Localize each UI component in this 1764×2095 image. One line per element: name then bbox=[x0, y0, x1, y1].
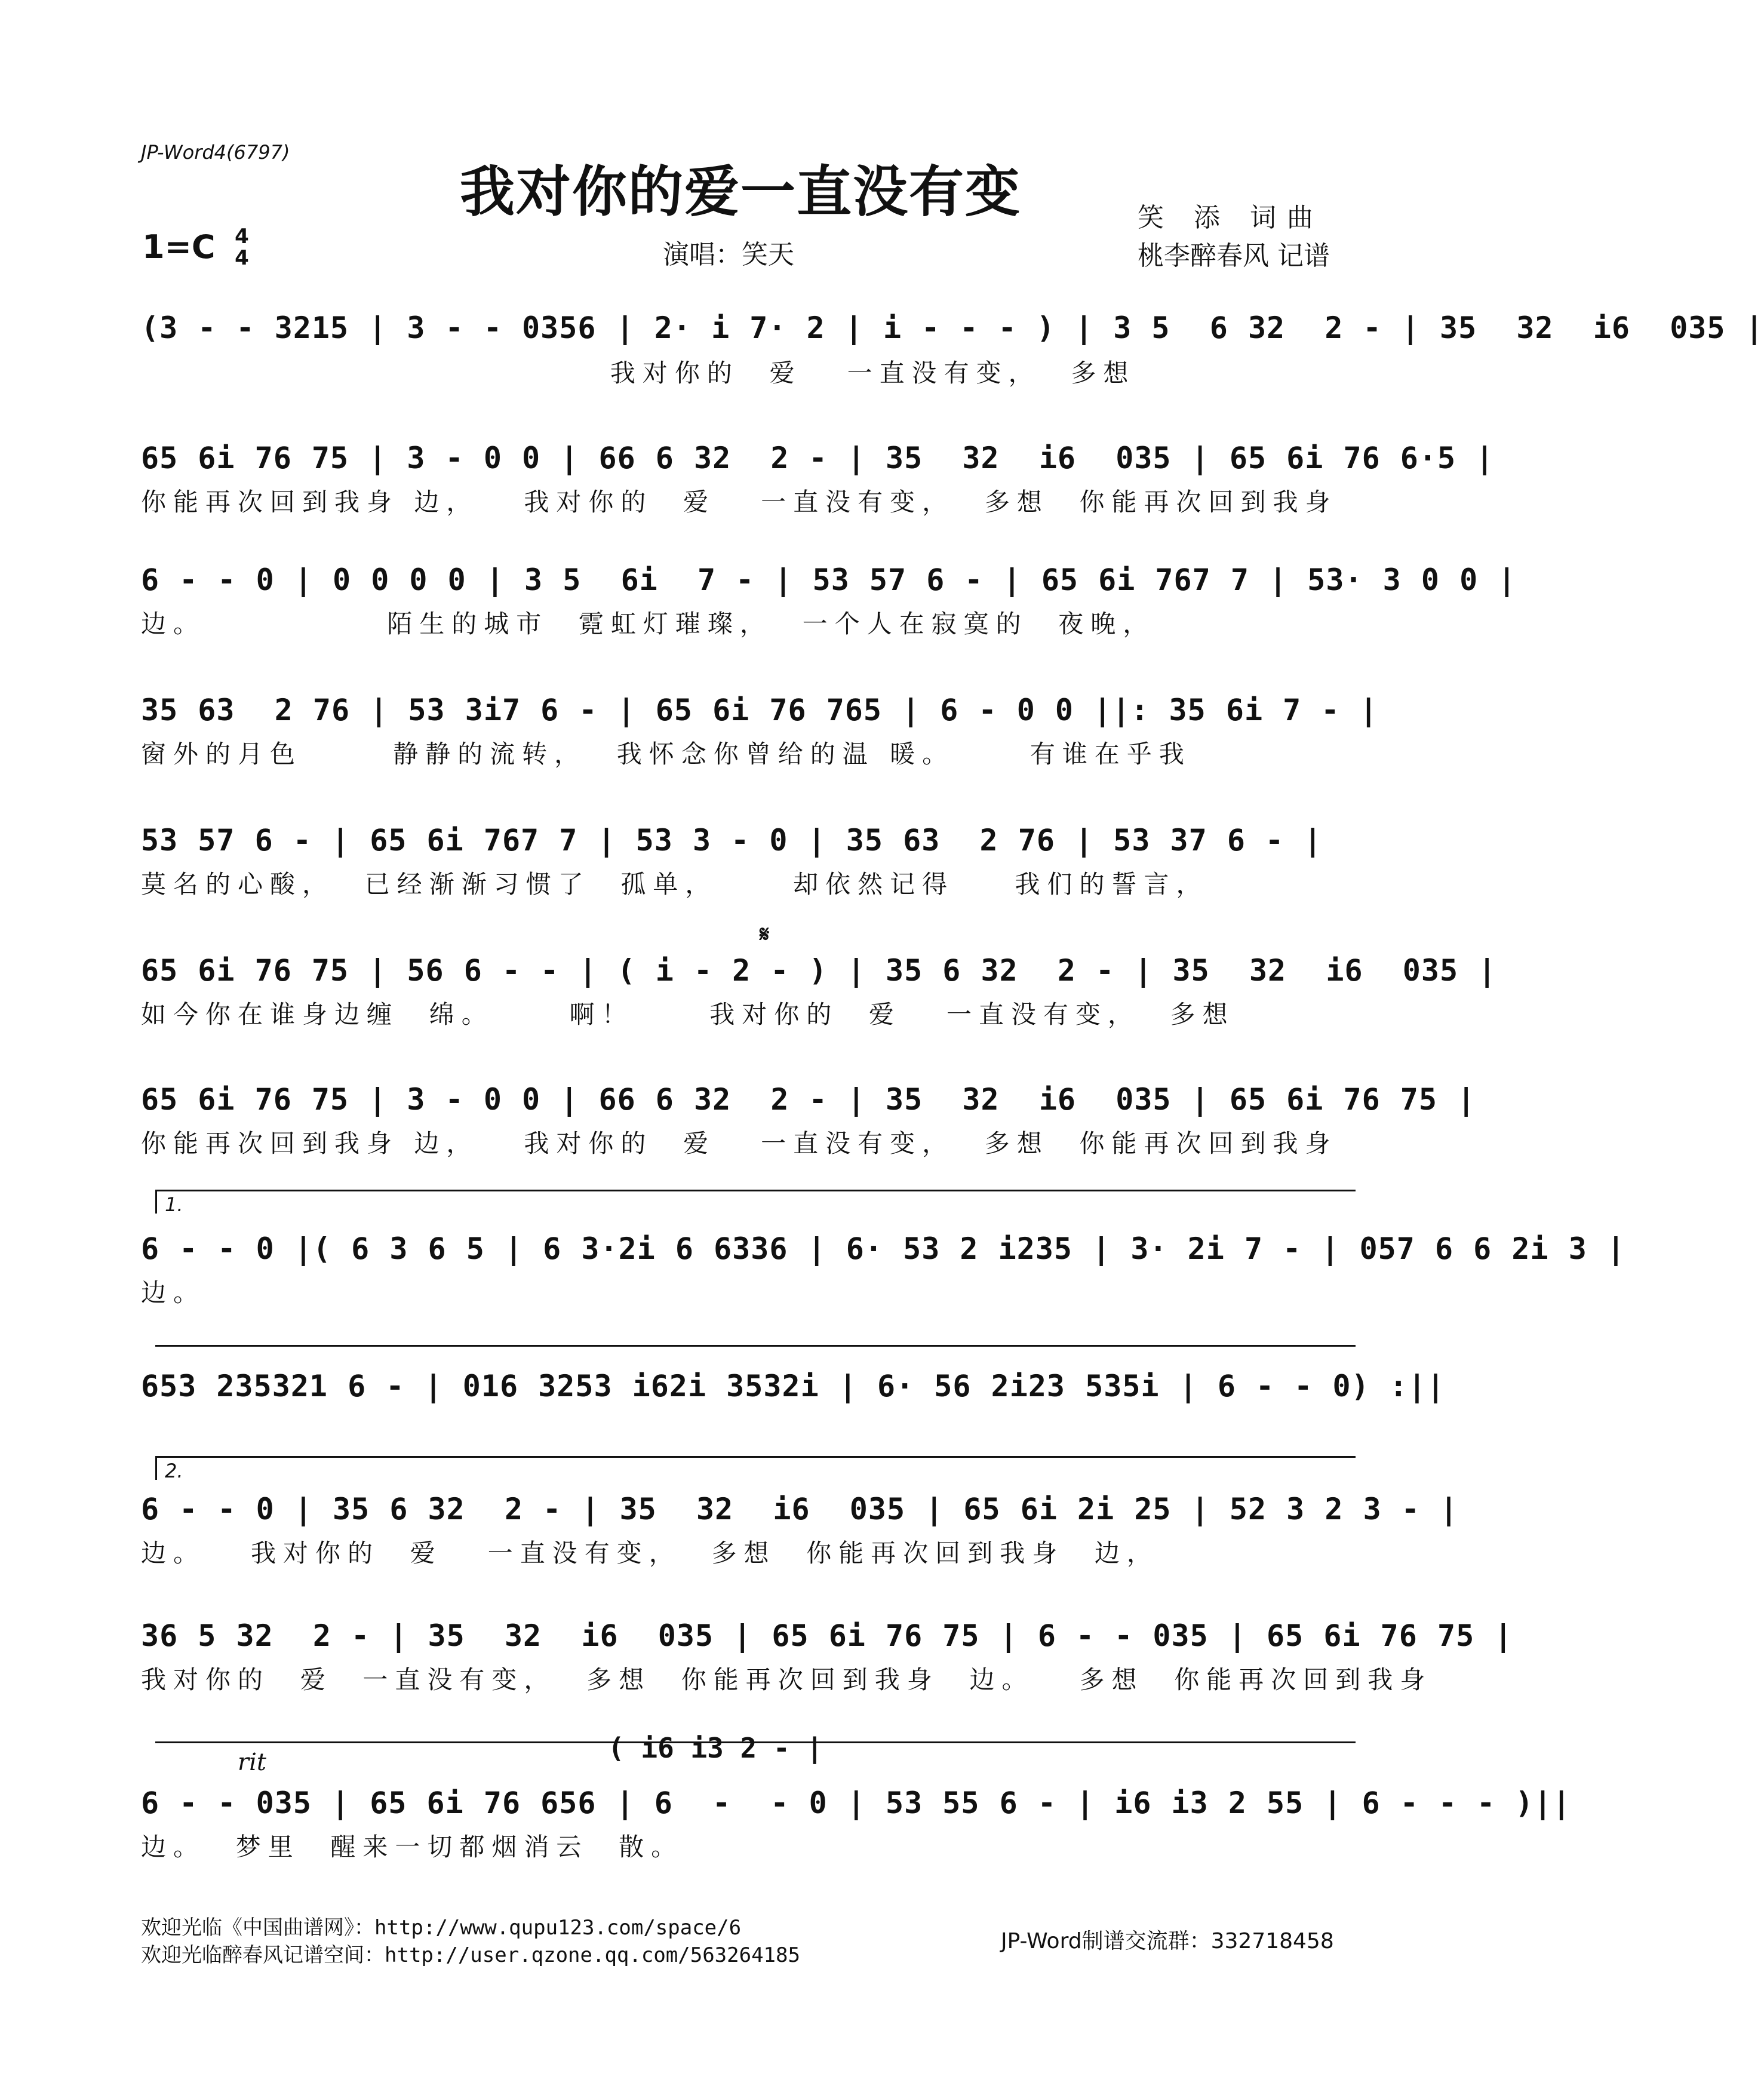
score-line-1-notes: (3 - - 3215 | 3 - - 0356 | 2· i 7· 2 | i - - - ) | 3 5 6 32 2 - | 35 32 i6 035 | bbox=[141, 311, 1764, 345]
score-line-9-notes: 653 235321 6 - | 016 3253 i62i 3532i | 6· 56 2i23 535i | 6 - - 0) :|| bbox=[141, 1369, 1446, 1403]
score-line-2-notes: 65 6i 76 75 | 3 - 0 0 | 66 6 32 2 - | 35 32 i6 035 | 65 6i 76 6·5 | bbox=[141, 441, 1495, 475]
ossia-passage: ( i6 i3 2 - | bbox=[608, 1732, 823, 1764]
time-signature-top: 4 bbox=[235, 225, 249, 248]
score-line-11-notes: 36 5 32 2 - | 35 32 i6 035 | 65 6i 76 75 | 6 - - 035 | 65 6i 76 75 | bbox=[141, 1618, 1513, 1653]
score-line-6-lyrics: 如今你在谁身边缠 绵。 啊！ 我对你的 爱 一直没有变， 多想 bbox=[141, 1000, 1235, 1029]
segno-mark: 𝄋 bbox=[760, 921, 770, 947]
song-title: 我对你的爱一直没有变 bbox=[459, 159, 1021, 224]
ritardando-mark: rit bbox=[238, 1749, 266, 1776]
score-line-10-lyrics: 边。 我对你的 爱 一直没有变， 多想 你能再次回到我身 边， bbox=[141, 1538, 1159, 1568]
singer-credit: 演唱：笑天 bbox=[663, 239, 794, 270]
volta-1-bracket bbox=[155, 1190, 1356, 1191]
time-signature bbox=[230, 226, 254, 269]
volta-1-label: 1. bbox=[165, 1193, 183, 1216]
score-line-4-notes: 35 63 2 76 | 53 3i7 6 - | 65 6i 76 765 | 6 - 0 0 ||: 35 6i 7 - | bbox=[141, 693, 1378, 727]
volta-2-bracket-left bbox=[155, 1456, 157, 1480]
score-line-4-lyrics: 窗外的月色 静静的流转， 我怀念你曾给的温 暖。 有谁在乎我 bbox=[141, 739, 1191, 769]
score-line-12-notes: 6 - - 035 | 65 6i 76 656 | 6 - - 0 | 53 55 6 - | i6 i3 2 55 | 6 - - - )|| bbox=[141, 1786, 1571, 1820]
score-line-1-lyrics: 我对你的 爱 一直没有变， 多想 bbox=[141, 358, 1136, 388]
volta-2-bracket bbox=[155, 1456, 1356, 1458]
score-line-8-lyrics: 边。 bbox=[141, 1278, 206, 1307]
time-signature-bottom: 4 bbox=[235, 246, 249, 270]
score-line-10-notes: 6 - - 0 | 35 6 32 2 - | 35 32 i6 035 | 65 6i 2i 25 | 52 3 2 3 - | bbox=[141, 1492, 1459, 1526]
score-line-2-lyrics: 你能再次回到我身 边， 我对你的 爱 一直没有变， 多想 你能再次回到我身 bbox=[141, 487, 1338, 517]
score-line-11-lyrics: 我对你的 爱 一直没有变， 多想 你能再次回到我身 边。 多想 你能再次回到我身 bbox=[141, 1665, 1433, 1694]
lyricist-composer-credit: 笑 添 词曲 bbox=[1138, 202, 1324, 233]
footer-link-qzone[interactable]: 欢迎光临醉春风记谱空间：http://user.qzone.qq.com/563264185 bbox=[141, 1943, 800, 1967]
score-line-5-notes: 53 57 6 - | 65 6i 767 7 | 53 3 - 0 | 35 63 2 76 | 53 37 6 - | bbox=[141, 823, 1323, 858]
score-line-6-notes: 65 6i 76 75 | 56 6 - - | ( i - 2 - ) | 35 6 32 2 - | 35 32 i6 035 | bbox=[141, 953, 1497, 988]
volta-1-bracket-left bbox=[155, 1190, 157, 1214]
software-tag: JP-Word4(6797) bbox=[141, 141, 290, 164]
score-line-12-lyrics: 边。 梦里 醒来一切都烟消云 散。 bbox=[141, 1832, 684, 1861]
footer-link-qupu[interactable]: 欢迎光临《中国曲谱网》：http://www.qupu123.com/space/6 bbox=[141, 1916, 742, 1940]
score-line-3-lyrics: 边。 陌生的城市 霓虹灯璀璨， 一个人在寂寞的 夜晚， bbox=[141, 609, 1155, 638]
volta-2-label: 2. bbox=[165, 1460, 183, 1482]
score-line-7-lyrics: 你能再次回到我身 边， 我对你的 爱 一直没有变， 多想 你能再次回到我身 bbox=[141, 1129, 1338, 1158]
volta-1-bracket-continued bbox=[155, 1345, 1356, 1347]
score-line-8-notes: 6 - - 0 |( 6 3 6 5 | 6 3·2i 6 6336 | 6· 53 2 i235 | 3· 2i 7 - | 057 6 6 2i 3 | bbox=[141, 1231, 1625, 1266]
footer-group-number: JP-Word制谱交流群：332718458 bbox=[1001, 1929, 1334, 1953]
score-line-5-lyrics: 莫名的心酸， 已经渐渐习惯了 孤单， 却依然记得 我们的誓言， bbox=[141, 870, 1209, 899]
transcriber-credit: 桃李醉春风 记谱 bbox=[1138, 241, 1330, 271]
score-line-7-notes: 65 6i 76 75 | 3 - 0 0 | 66 6 32 2 - | 35 32 i6 035 | 65 6i 76 75 | bbox=[141, 1082, 1476, 1117]
score-line-3-notes: 6 - - 0 | 0 0 0 0 | 3 5 6i 7 - | 53 57 6 - | 65 6i 767 7 | 53· 3 0 0 | bbox=[141, 563, 1517, 597]
key-signature: 1=C bbox=[142, 228, 216, 266]
